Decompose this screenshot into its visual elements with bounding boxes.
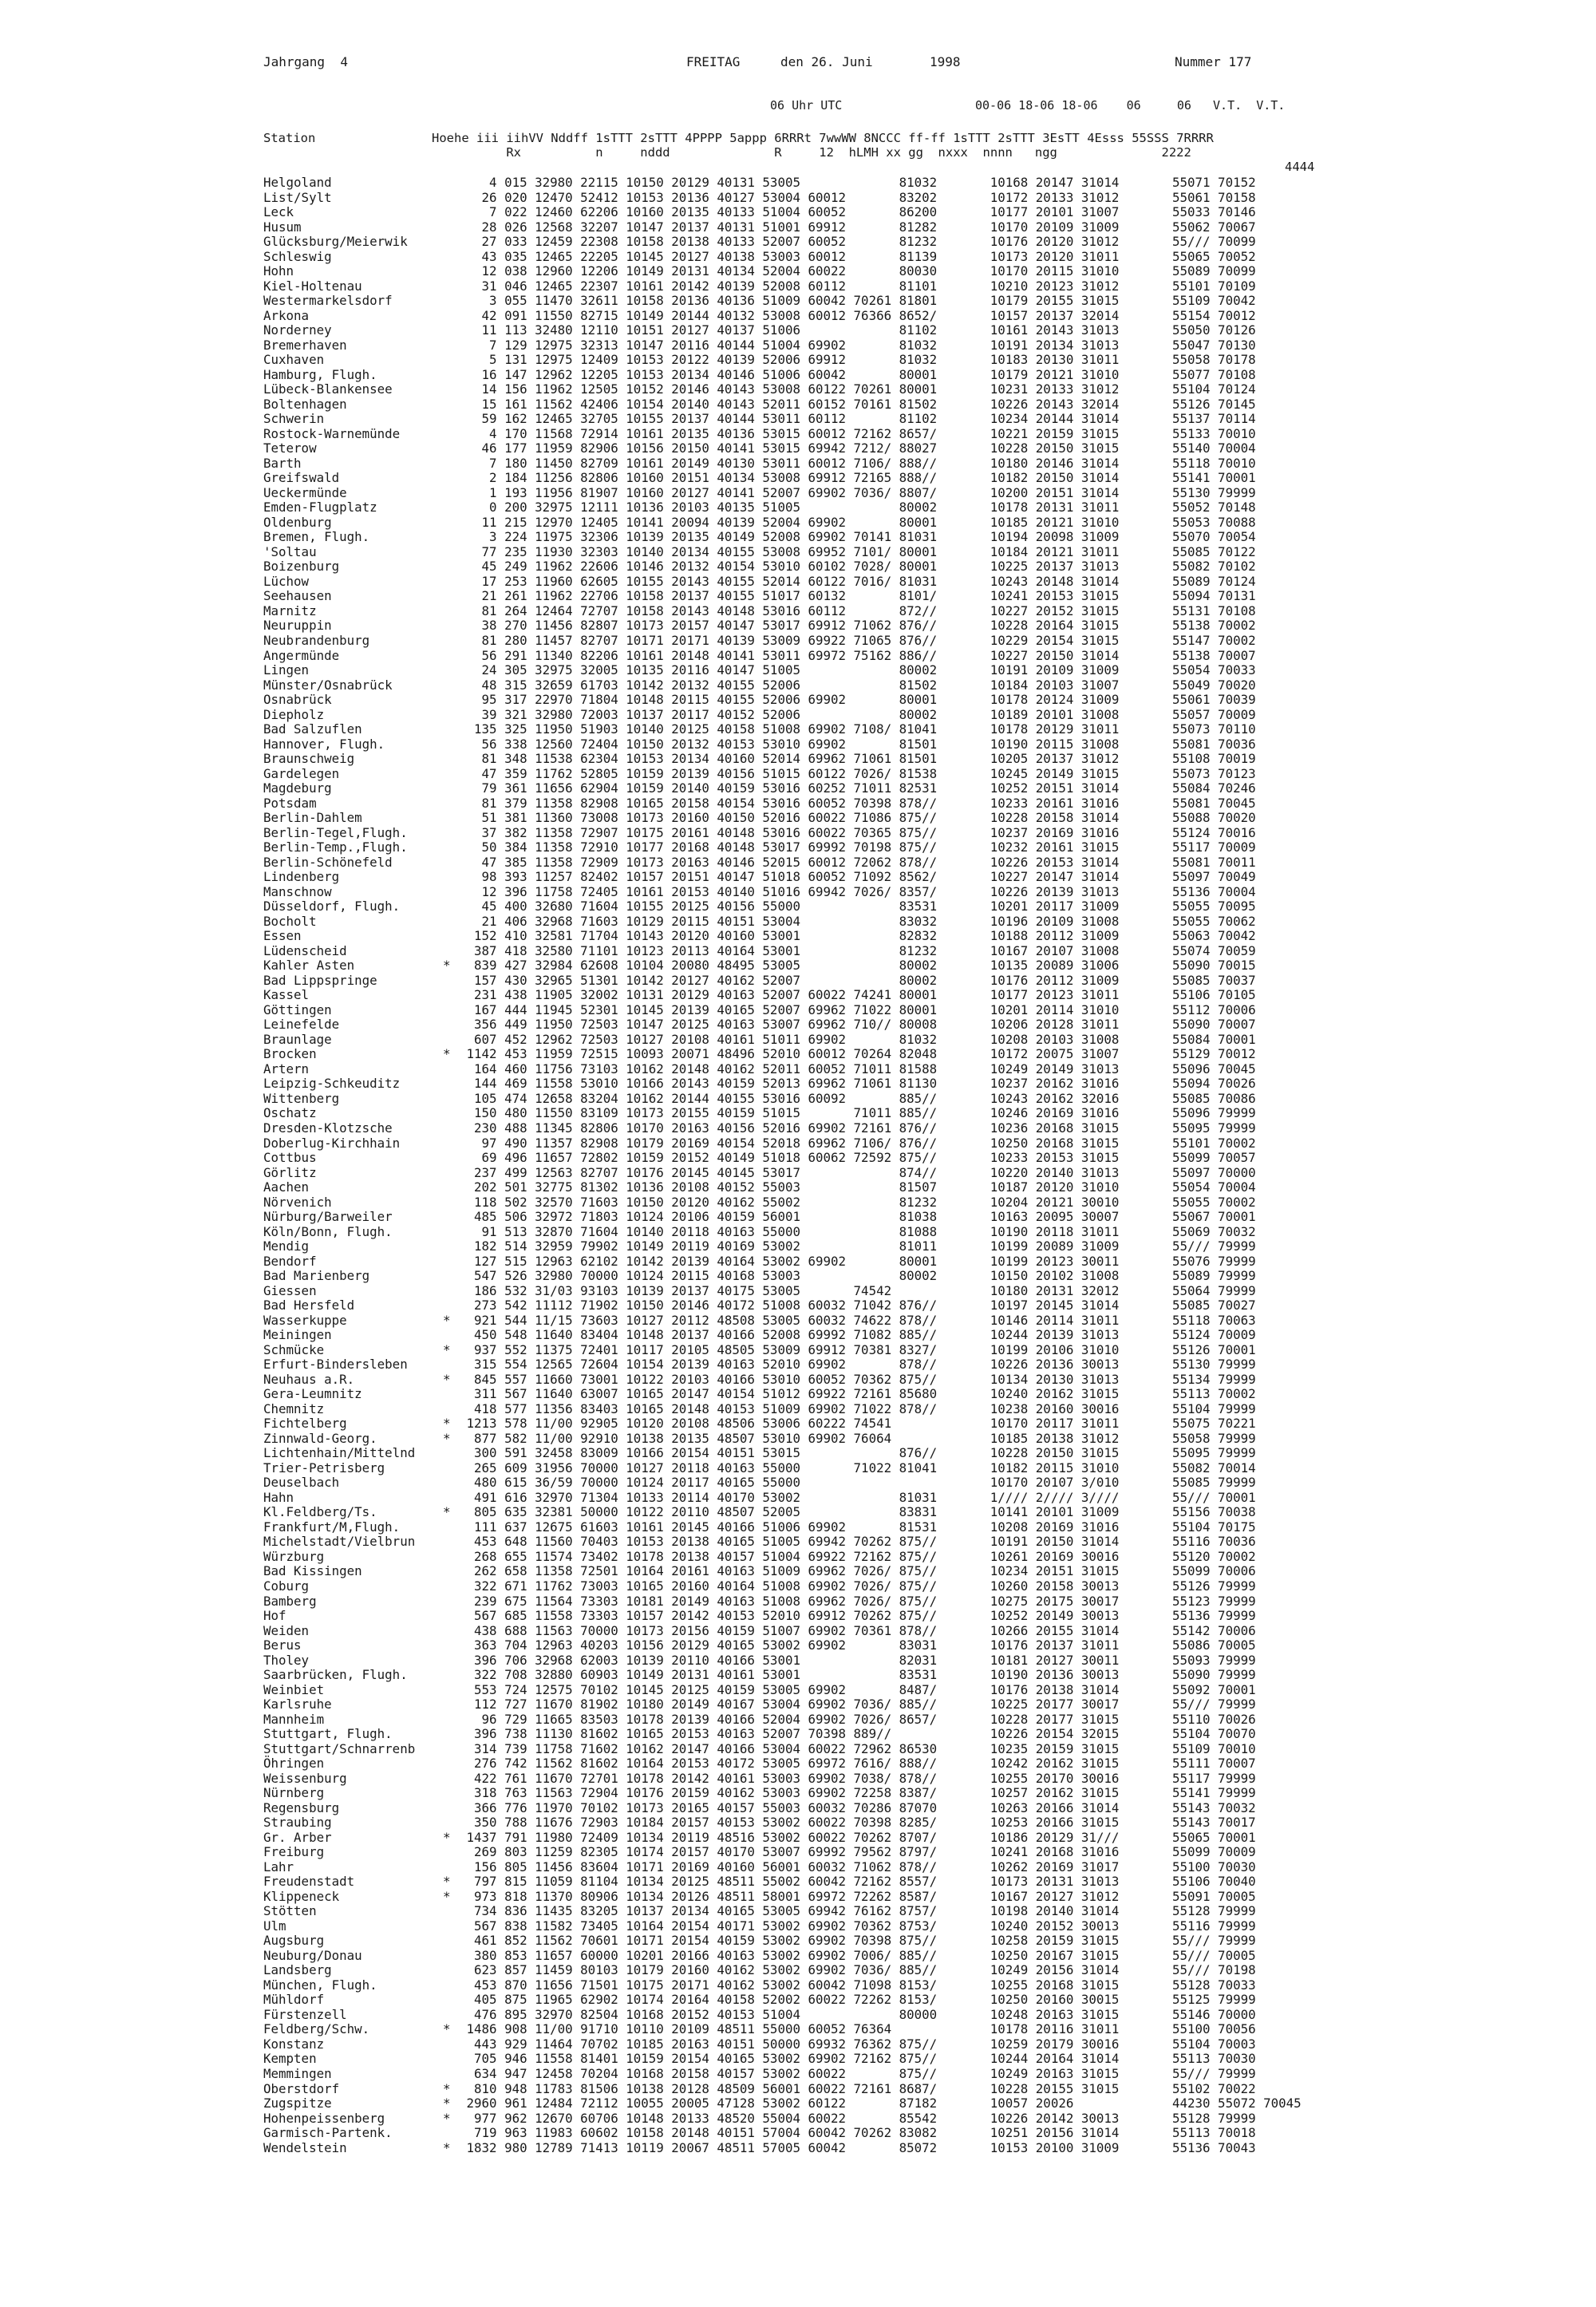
station-name: Freiburg <box>263 1844 325 1860</box>
station-codes: 921 544 11/15 73603 10127 20112 48508 53005 60032 74622 878// 10146 20114 31011 55118 70063 <box>459 1312 1256 1328</box>
station-codes: 118 502 32570 71603 10150 20120 40162 55002 81232 10204 20121 30010 55055 70002 <box>459 1194 1256 1210</box>
station-codes: 152 410 32581 71704 10143 20120 40160 53001 82832 10188 20112 31009 55063 70042 <box>459 928 1256 944</box>
station-codes: 461 852 11562 70601 10171 20154 40159 53002 69902 70398 875// 10258 20159 31015 55/// 79999 <box>459 1933 1256 1949</box>
mountain-station-marker: * <box>443 1341 451 1357</box>
station-codes: 81 348 11538 62304 10153 20134 40160 52014 69962 71061 81501 10205 20137 31012 55108 70019 <box>459 751 1256 767</box>
station-name: Stuttgart, Flugh. <box>263 1726 393 1742</box>
station-name: Ulm <box>263 1918 286 1934</box>
issue-number: Nummer 177 <box>1175 54 1252 69</box>
mountain-station-marker: * <box>443 2080 451 2096</box>
station-name: Gera-Leumnitz <box>263 1386 362 1402</box>
observation-time-label: 06 Uhr UTC <box>770 98 843 113</box>
station-codes: 547 526 32980 70000 10124 20115 40168 53003 80002 10150 20102 31008 55089 79999 <box>459 1268 1256 1284</box>
station-name: Lahr <box>263 1859 294 1874</box>
station-name: Berlin-Tegel,Flugh. <box>263 824 408 840</box>
station-name: Bremen, Flugh. <box>263 529 370 545</box>
station-codes: 322 708 32880 60903 10149 20131 40161 53001 83531 10190 20136 30013 55090 79999 <box>459 1667 1256 1683</box>
station-name: Berlin-Schönefeld <box>263 854 393 870</box>
station-name: Berlin-Temp.,Flugh. <box>263 839 408 855</box>
station-name: Boltenhagen <box>263 396 347 412</box>
station-name: Husum <box>263 219 302 235</box>
station-codes: 973 818 11370 80906 10134 20126 48511 58001 69972 72262 8587/ 10167 20127 31012 55091 70005 <box>459 1888 1256 1904</box>
station-codes: 230 488 11345 82806 10170 20163 40156 52016 69902 72161 876// 10236 20168 31015 55095 79999 <box>459 1120 1256 1136</box>
station-name: Görlitz <box>263 1164 317 1180</box>
station-name: Rostock-Warnemünde <box>263 425 401 441</box>
station-codes: 91 513 32870 71604 10140 20118 40163 55000 81088 10190 20118 31011 55069 70032 <box>459 1223 1256 1239</box>
station-codes: 396 738 11130 81602 10165 20153 40163 52007 70398 889// 10226 20154 32015 55104 70070 <box>459 1726 1256 1742</box>
station-name: Mendig <box>263 1238 310 1254</box>
station-codes: 45 249 11962 22606 10146 20132 40154 53010 60102 7028/ 80001 10225 20137 31013 55082 70102 <box>459 559 1256 575</box>
station-codes: 839 427 32984 62608 10104 20080 48495 53005 80002 10135 20089 31006 55090 70015 <box>459 958 1256 974</box>
station-codes: 314 739 11758 71602 10162 20147 40166 53004 60022 72962 86530 10235 20159 31015 55109 70010 <box>459 1740 1256 1756</box>
station-codes: 3 055 11470 32611 10158 20136 40136 51009 60042 70261 81801 10179 20155 31015 55109 70042 <box>459 293 1256 309</box>
station-name: Lingen <box>263 662 310 678</box>
station-name: Düsseldorf, Flugh. <box>263 899 401 915</box>
station-codes: 356 449 11950 72503 10147 20125 40163 53007 69962 710// 80008 10206 20128 31011 55090 70007 <box>459 1017 1256 1033</box>
station-codes: 28 026 12568 32207 10147 20137 40131 51001 69912 81282 10170 20109 31009 55062 70067 <box>459 219 1256 235</box>
station-name: Schmücke <box>263 1341 325 1357</box>
station-codes: 56 338 12560 72404 10150 20132 40153 53010 69902 81501 10190 20115 31008 55081 70036 <box>459 736 1256 752</box>
station-name: Neuburg/Donau <box>263 1947 362 1963</box>
station-name: Potsdam <box>263 795 317 811</box>
station-codes: 14 156 11962 12505 10152 20146 40143 53008 60122 70261 80001 10231 20133 31012 55104 70124 <box>459 381 1256 397</box>
station-codes: 485 506 32972 71803 10124 20106 40159 56001 81038 10163 20095 30007 55067 70001 <box>459 1209 1256 1225</box>
station-codes: 318 763 11563 72904 10176 20159 40162 53003 69902 72258 8387/ 10257 20162 31015 55141 79999 <box>459 1785 1256 1801</box>
station-name: Münster/Osnabrück <box>263 677 393 693</box>
mountain-station-marker: * <box>443 1888 451 1904</box>
station-codes: 15 161 11562 42406 10154 20140 40143 52011 60152 70161 81502 10226 20143 32014 55126 70145 <box>459 396 1256 412</box>
station-name: Oberstdorf <box>263 2080 340 2096</box>
station-codes: 81 264 12464 72707 10158 20143 40148 53016 60112 872// 10227 20152 31015 55131 70108 <box>459 602 1256 618</box>
station-codes: 98 393 11257 82402 10157 20151 40147 51018 60052 71092 8562/ 10227 20147 31014 55097 70049 <box>459 869 1256 885</box>
station-codes: 797 815 11059 81104 10134 20125 48511 55002 60042 72162 8557/ 10173 20131 31013 55106 70040 <box>459 1874 1256 1890</box>
station-name: Feldberg/Schw. <box>263 2021 370 2037</box>
station-codes: 164 460 11756 73103 10162 20148 40162 52011 60052 71011 81588 10249 20149 31013 55096 70045 <box>459 1061 1256 1076</box>
station-codes: 315 554 12565 72604 10154 20139 40163 52010 69902 878// 10226 20136 30013 55130 79999 <box>459 1357 1256 1373</box>
station-name: Zugspitze <box>263 2096 332 2111</box>
station-codes: 95 317 22970 71804 10148 20115 40155 52006 69902 80001 10178 20124 31009 55061 70039 <box>459 692 1256 708</box>
station-name: Kl.Feldberg/Ts. <box>263 1504 377 1520</box>
mountain-station-marker: * <box>443 1312 451 1328</box>
station-name: Fürstenzell <box>263 2006 347 2022</box>
station-name: Straubing <box>263 1815 332 1831</box>
mountain-station-marker: * <box>443 2021 451 2037</box>
station-codes: 79 361 11656 62904 10159 20140 40159 53016 60252 71011 82531 10252 20151 31014 55084 70246 <box>459 780 1256 796</box>
station-codes: 186 532 31/03 93103 10139 20137 40175 53005 74542 10180 20131 32012 55064 79999 <box>459 1282 1256 1298</box>
station-name: Bad Kissingen <box>263 1563 362 1579</box>
station-codes: 239 675 11564 73303 10181 20149 40163 51008 69962 7026/ 875// 10275 20175 30017 55123 79999 <box>459 1593 1256 1609</box>
station-codes: 553 724 12575 70102 10145 20125 40159 53005 69902 8487/ 10176 20138 31014 55092 70001 <box>459 1681 1256 1697</box>
station-codes: 634 947 12458 70204 10168 20158 40157 53002 60022 875// 10249 20163 31015 55/// 79999 <box>459 2066 1256 2081</box>
station-name: Karlsruhe <box>263 1697 332 1712</box>
station-name: Hamburg, Flugh. <box>263 366 377 382</box>
station-name: Kempten <box>263 2051 317 2067</box>
station-name: Lüchow <box>263 573 310 589</box>
station-codes: 380 853 11657 60000 10201 20166 40163 53002 69902 7006/ 885// 10250 20167 31015 55/// 70005 <box>459 1947 1256 1963</box>
station-codes: 7 129 12975 32313 10147 20116 40144 51004 69902 81032 10191 20134 31013 55047 70130 <box>459 337 1256 353</box>
station-codes: 5 131 12975 12409 10153 20122 40139 52006 69912 81032 10183 20130 31011 55058 70178 <box>459 352 1256 368</box>
station-name: Barth <box>263 455 302 471</box>
station-name: Meiningen <box>263 1327 332 1343</box>
station-codes: 144 469 11558 53010 10166 20143 40159 52013 69962 71061 81130 10237 20162 31016 55094 70026 <box>459 1076 1256 1092</box>
station-name: Bad Hersfeld <box>263 1298 355 1313</box>
station-codes: 157 430 32965 51301 10142 20127 40162 52007 80002 10176 20112 31009 55085 70037 <box>459 972 1256 988</box>
station-codes: 11 215 12970 12405 10141 20094 40139 52004 69902 80001 10185 20121 31010 55053 70088 <box>459 514 1256 530</box>
station-codes: 45 400 32680 71604 10155 20125 40156 55000 83531 10201 20117 31009 55055 70095 <box>459 899 1256 915</box>
station-name: Lindenberg <box>263 869 340 885</box>
station-codes: 135 325 11950 51903 10140 20125 40158 51008 69902 7108/ 81041 10178 20129 31011 55073 70110 <box>459 721 1256 737</box>
station-name: Marnitz <box>263 602 317 618</box>
station-name: Erfurt-Bindersleben <box>263 1357 408 1373</box>
station-name: Arkona <box>263 307 310 323</box>
station-name: Würzburg <box>263 1548 325 1564</box>
station-codes: 387 418 32580 71101 10123 20113 40164 53001 81232 10167 20107 31008 55074 70059 <box>459 942 1256 958</box>
station-codes: 50 384 11358 72910 10177 20168 40148 53017 69992 70198 875// 10232 20161 31015 55117 70009 <box>459 839 1256 855</box>
station-codes: 845 557 11660 73001 10122 20103 40166 53010 60052 70362 875// 10134 20130 31013 55134 79999 <box>459 1371 1256 1387</box>
station-codes: 1832 980 12789 71413 10119 20067 48511 57005 60042 85072 10153 20100 31009 55136 70043 <box>459 2139 1256 2155</box>
station-name: Bad Marienberg <box>263 1268 370 1284</box>
station-name: Berlin-Dahlem <box>263 810 362 826</box>
station-name: Oschatz <box>263 1105 317 1121</box>
station-codes: 24 305 32975 32005 10135 20116 40147 51005 80002 10191 20109 31009 55054 70033 <box>459 662 1256 678</box>
station-name: Zinnwald-Georg. <box>263 1430 377 1446</box>
station-codes: 237 499 12563 82707 10176 20145 40145 53017 874// 10220 20140 31013 55097 70000 <box>459 1164 1256 1180</box>
station-codes: 96 729 11665 83503 10178 20139 40166 52004 69902 7026/ 8657/ 10228 20177 31015 55110 70026 <box>459 1711 1256 1727</box>
mountain-station-marker: * <box>443 958 451 974</box>
station-name: Magdeburg <box>263 780 332 796</box>
station-name: Mannheim <box>263 1711 325 1727</box>
station-codes: 453 870 11656 71501 10175 20171 40162 53002 60042 71098 8153/ 10255 20168 31015 55128 70033 <box>459 1977 1256 1993</box>
station-name: Neuhaus a.R. <box>263 1371 355 1387</box>
station-name: Öhringen <box>263 1756 325 1772</box>
station-codes: 0 200 32975 12111 10136 20103 40135 51005 80002 10178 20131 31011 55052 70148 <box>459 500 1256 516</box>
station-codes: 1213 578 11/00 92905 10120 20108 48506 53006 60222 74541 10170 20117 31011 55075 70221 <box>459 1416 1256 1432</box>
station-codes: 97 490 11357 82908 10179 20169 40154 52018 69962 7106/ 876// 10250 20168 31015 55101 70002 <box>459 1135 1256 1151</box>
code-column-headers: Hoehe iii iihVV Nddff 1sTTT 2sTTT 4PPPP 5appp 6RRRt 7wwWW 8NCCC ff-ff 1sTTT 2sTTT 3EsTT 4Esss 55SSS 7RRRR <box>432 131 1214 145</box>
station-name: Seehausen <box>263 588 332 604</box>
station-codes: 231 438 11905 32002 10131 20129 40163 52007 60022 74241 80001 10177 20123 31011 55106 70105 <box>459 987 1256 1003</box>
station-codes: 705 946 11558 81401 10159 20154 40165 53002 69902 72162 875// 10244 20164 31014 55113 70030 <box>459 2051 1256 2067</box>
station-name: Bad Lippspringe <box>263 972 377 988</box>
station-codes: 81 280 11457 82707 10171 20171 40139 53009 69922 71065 876// 10229 20154 31015 55147 70002 <box>459 632 1256 648</box>
station-name: Gardelegen <box>263 765 340 781</box>
station-name: Weiden <box>263 1622 310 1638</box>
station-codes: 265 609 31956 70000 10127 20118 40163 55000 71022 81041 10182 20115 31010 55082 70014 <box>459 1460 1256 1475</box>
station-name: Wittenberg <box>263 1090 340 1106</box>
station-codes: 150 480 11550 83109 10173 20155 40159 51015 71011 885// 10246 20169 31016 55096 79999 <box>459 1105 1256 1121</box>
station-codes: 27 033 12459 22308 10158 20138 40133 52007 60052 81232 10176 20120 31012 55/// 70099 <box>459 234 1256 250</box>
station-codes: 269 803 11259 82305 10174 20157 40170 53007 69992 79562 8797/ 10241 20168 31016 55099 70009 <box>459 1844 1256 1860</box>
station-name: Kahler Asten <box>263 958 355 974</box>
year-label: 1998 <box>930 54 961 69</box>
station-codes: 937 552 11375 72401 10117 20105 48505 53009 69912 70381 8327/ 10199 20106 31010 55126 70001 <box>459 1341 1256 1357</box>
station-name: Bad Salzuflen <box>263 721 362 737</box>
station-name: Norderney <box>263 322 332 338</box>
station-name: Artern <box>263 1061 310 1076</box>
station-name: Nörvenich <box>263 1194 332 1210</box>
mountain-station-marker: * <box>443 1046 451 1062</box>
station-name: Bocholt <box>263 913 317 929</box>
station-codes: 363 704 12963 40203 10156 20129 40165 53002 69902 83031 10176 20137 31011 55086 70005 <box>459 1637 1256 1653</box>
station-codes: 17 253 11960 62605 10155 20143 40155 52014 60122 7016/ 81031 10243 20148 31014 55089 70124 <box>459 573 1256 589</box>
station-name: Cuxhaven <box>263 352 325 368</box>
station-name: Lüdenscheid <box>263 942 347 958</box>
station-codes: 422 761 11670 72701 10178 20142 40161 53003 69902 7038/ 878// 10255 20170 30016 55117 79999 <box>459 1770 1256 1786</box>
station-name: Westermarkelsdorf <box>263 293 393 309</box>
station-name: 'Soltau <box>263 543 317 559</box>
station-codes: 7 022 12460 62206 10160 20135 40133 51004 60052 86200 10177 20101 31007 55033 70146 <box>459 204 1256 220</box>
station-name: Braunlage <box>263 1031 332 1047</box>
station-codes: 276 742 11562 81602 10164 20153 40172 53005 69972 7616/ 888// 10242 20162 31015 55111 70007 <box>459 1756 1256 1772</box>
mountain-station-marker: * <box>443 1371 451 1387</box>
station-codes: 810 948 11783 81506 10138 20128 48509 56001 60022 72161 8687/ 10228 20155 31015 55102 70022 <box>459 2080 1256 2096</box>
station-name: Berus <box>263 1637 302 1653</box>
station-name: Deuselbach <box>263 1475 340 1491</box>
station-name: Leipzig-Schkeuditz <box>263 1076 401 1092</box>
station-codes: 51 381 11360 73008 10173 20160 40150 52016 60022 71086 875// 10228 20158 31014 55088 70020 <box>459 810 1256 826</box>
station-codes: 21 261 11962 22706 10158 20137 40155 51017 60132 8101/ 10241 20153 31015 55094 70131 <box>459 588 1256 604</box>
station-codes: 607 452 12962 72503 10127 20108 40161 51011 69902 81032 10208 20103 31008 55084 70001 <box>459 1031 1256 1047</box>
station-name: Mühldorf <box>263 1992 325 2008</box>
station-name: Fichtelberg <box>263 1416 347 1432</box>
station-name: Stuttgart/Schnarrenb <box>263 1740 416 1756</box>
station-codes: 47 359 11762 52805 10159 20139 40156 51015 60122 7026/ 81538 10245 20149 31015 55073 70123 <box>459 765 1256 781</box>
station-codes: 567 838 11582 73405 10164 20154 40171 53002 69902 70362 8753/ 10240 20152 30013 55116 79999 <box>459 1918 1256 1934</box>
station-codes: 977 962 12670 60706 10148 20133 48520 55004 60022 85542 10226 20142 30013 55128 79999 <box>459 2110 1256 2126</box>
station-name: Hof <box>263 1608 286 1624</box>
station-name: Doberlug-Kirchhain <box>263 1135 401 1151</box>
station-name: Schleswig <box>263 248 332 264</box>
station-name: Garmisch-Partenk. <box>263 2125 393 2141</box>
station-codes: 450 548 11640 83404 10148 20137 40166 52008 69992 71082 885// 10244 20139 31013 55124 70009 <box>459 1327 1256 1343</box>
station-name: Frankfurt/M,Flugh. <box>263 1519 401 1535</box>
station-name: Teterow <box>263 440 317 456</box>
station-codes: 2 184 11256 82806 10160 20151 40134 53008 69912 72165 888// 10182 20150 31014 55141 70001 <box>459 470 1256 486</box>
station-name: Göttingen <box>263 1001 332 1017</box>
station-codes: 2960 961 12484 72112 10055 20005 47128 53002 60122 87182 10057 20026 44230 55072 70045 <box>459 2096 1302 2111</box>
station-name: München, Flugh. <box>263 1977 377 1993</box>
station-codes: 12 396 11758 72405 10161 20153 40140 51016 69942 7026/ 8357/ 10226 20139 31013 55136 70004 <box>459 883 1256 899</box>
station-codes: 350 788 11676 72903 10184 20157 40153 53002 60022 70398 8285/ 10253 20166 31015 55143 70017 <box>459 1815 1256 1831</box>
station-codes: 366 776 11970 70102 10173 20165 40157 55003 60032 70286 87070 10263 20166 31014 55143 70032 <box>459 1799 1256 1815</box>
mountain-station-marker: * <box>443 2139 451 2155</box>
station-codes: 46 177 11959 82906 10156 20150 40141 53015 69942 7212/ 88027 10228 20150 31015 55140 70004 <box>459 440 1256 456</box>
station-name: Helgoland <box>263 175 332 190</box>
station-name: Augsburg <box>263 1933 325 1949</box>
station-codes: 453 648 11560 70403 10153 20138 40165 51005 69942 70262 875// 10191 20150 31014 55116 70036 <box>459 1534 1256 1550</box>
station-name: Weissenburg <box>263 1770 347 1786</box>
station-codes: 805 635 32381 50000 10122 20110 48507 52005 83831 10141 20101 31009 55156 70038 <box>459 1504 1256 1520</box>
station-name: Chemnitz <box>263 1400 325 1416</box>
station-codes: 322 671 11762 73003 10165 20160 40164 51008 69902 7026/ 875// 10260 20158 30013 55126 79999 <box>459 1578 1256 1594</box>
station-name: Essen <box>263 928 302 944</box>
station-codes: 567 685 11558 73303 10157 20142 40153 52010 69912 70262 875// 10252 20149 30013 55136 79999 <box>459 1608 1256 1624</box>
code-column-subheaders: Rx n nddd R 12 hLMH xx gg nxxx nnnn ngg 2222 <box>432 145 1191 160</box>
station-name: Stötten <box>263 1903 317 1919</box>
station-name: Köln/Bonn, Flugh. <box>263 1223 393 1239</box>
station-name: Wendelstein <box>263 2139 347 2155</box>
station-codes: 47 385 11358 72909 10173 20163 40146 52015 60012 72062 878// 10226 20153 31014 55081 70011 <box>459 854 1256 870</box>
station-codes: 105 474 12658 83204 10162 20144 40155 53016 60092 885// 10243 20162 32016 55085 70086 <box>459 1090 1256 1106</box>
station-codes: 719 963 11983 60602 10158 20148 40151 57004 60042 70262 83082 10251 20156 31014 55113 70018 <box>459 2125 1256 2141</box>
station-name: Glücksburg/Meierwik <box>263 234 408 250</box>
station-codes: 7 180 11450 82709 10161 20149 40130 53011 60012 7106/ 888// 10180 20146 31014 55118 70010 <box>459 455 1256 471</box>
station-name: Coburg <box>263 1578 310 1594</box>
station-name: Kassel <box>263 987 310 1003</box>
station-codes: 623 857 11459 80103 10179 20160 40162 53002 69902 7036/ 885// 10249 20156 31014 55/// 70198 <box>459 1962 1256 1978</box>
station-codes: 476 895 32970 82504 10168 20152 40153 51004 80000 10248 20163 31015 55146 70000 <box>459 2006 1256 2022</box>
station-codes: 3 224 11975 32306 10139 20135 40149 52008 69902 70141 81031 10194 20098 31009 55070 70054 <box>459 529 1256 545</box>
station-codes: 268 655 11574 73402 10178 20138 40157 51004 69922 72162 875// 10261 20169 30016 55120 70002 <box>459 1548 1256 1564</box>
station-name: Bendorf <box>263 1253 317 1269</box>
station-name: Dresden-Klotzsche <box>263 1120 393 1136</box>
station-codes: 43 035 12465 22205 10145 20127 40138 53003 60012 81139 10173 20120 31011 55065 70052 <box>459 248 1256 264</box>
station-codes: 21 406 32968 71603 10129 20115 40151 53004 83032 10196 20109 31008 55055 70062 <box>459 913 1256 929</box>
station-codes: 182 514 32959 79902 10149 20119 40169 53002 81011 10199 20089 31009 55/// 79999 <box>459 1238 1256 1254</box>
date-label: den 26. Juni <box>780 54 873 69</box>
station-codes: 438 688 11563 70000 10173 20156 40159 51007 69902 70361 878// 10266 20155 31014 55142 70006 <box>459 1622 1256 1638</box>
station-codes: 396 706 32968 62003 10139 20110 40166 53001 82031 10181 20127 30011 55093 79999 <box>459 1652 1256 1668</box>
station-codes: 112 727 11670 81902 10180 20149 40167 53004 69902 7036/ 885// 10225 20177 30017 55/// 79999 <box>459 1697 1256 1712</box>
station-codes: 405 875 11965 62902 10174 20164 40158 52002 60022 72262 8153/ 10250 20160 30015 55125 79999 <box>459 1992 1256 2008</box>
station-name: List/Sylt <box>263 189 332 205</box>
station-codes: 300 591 32458 83009 10166 20154 40151 53015 876// 10228 20150 31015 55095 79999 <box>459 1445 1256 1461</box>
station-name: Aachen <box>263 1179 310 1195</box>
mountain-station-marker: * <box>443 1430 451 1446</box>
station-name: Greifswald <box>263 470 340 486</box>
station-name: Lichtenhain/Mittelnd <box>263 1445 416 1461</box>
mountain-station-marker: * <box>443 1829 451 1845</box>
weekday-label: FREITAG <box>686 54 741 69</box>
station-name: Tholey <box>263 1652 310 1668</box>
station-name: Schwerin <box>263 411 325 427</box>
station-name: Osnabrück <box>263 692 332 708</box>
mountain-station-marker: * <box>443 1504 451 1520</box>
station-codes: 42 091 11550 82715 10149 20144 40132 53008 60012 76366 8652/ 10157 20137 32014 55154 70012 <box>459 307 1256 323</box>
station-column-header: Station <box>263 131 316 145</box>
station-codes: 1437 791 11980 72409 10134 20119 48516 53002 60022 70262 8707/ 10186 20129 31/// 55065 70001 <box>459 1829 1256 1845</box>
station-name: Hahn <box>263 1489 294 1505</box>
station-codes: 12 038 12960 12206 10149 20131 40134 52004 60022 80030 10170 20115 31010 55089 70099 <box>459 263 1256 279</box>
station-codes: 37 382 11358 72907 10175 20161 40148 53016 60022 70365 875// 10237 20169 31016 55124 70016 <box>459 824 1256 840</box>
station-name: Freudenstadt <box>263 1874 355 1890</box>
station-name: Trier-Petrisberg <box>263 1460 385 1475</box>
station-name: Landsberg <box>263 1962 332 1978</box>
station-codes: 273 542 11112 71902 10150 20146 40172 51008 60032 71042 876// 10197 20145 31014 55085 70027 <box>459 1298 1256 1313</box>
station-codes: 4 015 32980 22115 10150 20129 40131 53005 81032 10168 20147 31014 55071 70152 <box>459 175 1256 190</box>
station-codes: 31 046 12465 22307 10161 20142 40139 52008 60112 81101 10210 20123 31012 55101 70109 <box>459 278 1256 294</box>
station-name: Michelstadt/Vielbrun <box>263 1534 416 1550</box>
station-name: Hohenpeissenberg <box>263 2110 385 2126</box>
station-codes: 734 836 11435 83205 10137 20134 40165 53005 69942 76162 8757/ 10198 20140 31014 55128 79999 <box>459 1903 1256 1919</box>
station-codes: 11 113 32480 12110 10151 20127 40137 51006 81102 10161 20143 31013 55050 70126 <box>459 322 1256 338</box>
station-name: Konstanz <box>263 2036 325 2052</box>
station-codes: 1 193 11956 81907 10160 20127 40141 52007 69902 7036/ 8807/ 10200 20151 31014 55130 79999 <box>459 484 1256 500</box>
station-name: Hohn <box>263 263 294 279</box>
station-codes: 877 582 11/00 92910 10138 20135 48507 53010 69902 76064 10185 20138 31012 55058 79999 <box>459 1430 1256 1446</box>
station-codes: 16 147 12962 12205 10153 20134 40146 51006 60042 80001 10179 20121 31010 55077 70108 <box>459 366 1256 382</box>
station-name: Brocken <box>263 1046 317 1062</box>
station-codes: 202 501 32775 81302 10136 20108 40152 55003 81507 10187 20120 31010 55054 70004 <box>459 1179 1256 1195</box>
mountain-station-marker: * <box>443 1874 451 1890</box>
period-labels: 00-06 18-06 18-06 06 06 V.T. V.T. <box>975 98 1286 113</box>
station-name: Manschnow <box>263 883 332 899</box>
station-codes: 56 291 11340 82206 10161 20148 40141 53011 69972 75162 886// 10227 20150 31014 55138 70007 <box>459 647 1256 663</box>
station-codes: 443 929 11464 70702 10185 20163 40151 50000 69932 76362 875// 10259 20179 30016 55104 70003 <box>459 2036 1256 2052</box>
station-name: Memmingen <box>263 2066 332 2081</box>
station-name: Gr. Arber <box>263 1829 332 1845</box>
station-codes: 1142 453 11959 72515 10093 20071 48496 52010 60012 70264 82048 10172 20075 31007 55129 70012 <box>459 1046 1256 1062</box>
station-name: Hannover, Flugh. <box>263 736 385 752</box>
station-name: Cottbus <box>263 1150 317 1166</box>
station-codes: 38 270 11456 82807 10173 20157 40147 53017 69912 71062 876// 10228 20164 31015 55138 70002 <box>459 618 1256 634</box>
station-name: Regensburg <box>263 1799 340 1815</box>
station-name: Diepholz <box>263 706 325 722</box>
station-codes: 39 321 32980 72003 10137 20117 40152 52006 80002 10189 20101 31008 55057 70009 <box>459 706 1256 722</box>
station-codes: 418 577 11356 83403 10165 20148 40153 51009 69902 71022 878// 10238 20160 30016 55104 79999 <box>459 1400 1256 1416</box>
station-codes: 127 515 12963 62102 10142 20139 40164 53002 69902 80001 10199 20123 30011 55076 79999 <box>459 1253 1256 1269</box>
station-codes: 26 020 12470 52412 10153 20136 40127 53004 60012 83202 10172 20133 31012 55061 70158 <box>459 189 1256 205</box>
station-name: Nürburg/Barweiler <box>263 1209 393 1225</box>
station-name: Neuruppin <box>263 618 332 634</box>
station-codes: 156 805 11456 83604 10171 20169 40160 56001 60032 71062 878// 10262 20169 31017 55100 70030 <box>459 1859 1256 1874</box>
jahrgang-label: Jahrgang 4 <box>263 54 348 69</box>
station-name: Saarbrücken, Flugh. <box>263 1667 408 1683</box>
station-codes: 1486 908 11/00 91710 10110 20109 48511 55000 60052 76364 10178 20116 31011 55100 70056 <box>459 2021 1256 2037</box>
station-codes: 167 444 11945 52301 10145 20139 40165 52007 69962 71022 80001 10201 20114 31010 55112 70006 <box>459 1001 1256 1017</box>
station-name: Leck <box>263 204 294 220</box>
station-codes: 59 162 12465 32705 10155 20137 40144 53011 60112 81102 10234 20144 31014 55137 70114 <box>459 411 1256 427</box>
station-name: Angermünde <box>263 647 340 663</box>
station-name: Bamberg <box>263 1593 317 1609</box>
station-name: Emden-Flugplatz <box>263 500 377 516</box>
station-codes: 77 235 11930 32303 10140 20134 40155 53008 69952 7101/ 80001 10184 20121 31011 55085 70122 <box>459 543 1256 559</box>
mountain-station-marker: * <box>443 2096 451 2111</box>
station-codes: 262 658 11358 72501 10164 20161 40163 51009 69962 7026/ 875// 10234 20151 31015 55099 70006 <box>459 1563 1256 1579</box>
station-codes: 48 315 32659 61703 10142 20132 40155 52006 81502 10184 20103 31007 55049 70020 <box>459 677 1256 693</box>
station-codes: 311 567 11640 63007 10165 20147 40154 51012 69922 72161 85680 10240 20162 31015 55113 70002 <box>459 1386 1256 1402</box>
station-codes: 480 615 36/59 70000 10124 20117 40165 55000 10170 20107 3/010 55085 79999 <box>459 1475 1256 1491</box>
station-name: Boizenburg <box>263 559 340 575</box>
station-name: Klippeneck <box>263 1888 340 1904</box>
station-name: Wasserkuppe <box>263 1312 347 1328</box>
station-name: Giessen <box>263 1282 317 1298</box>
station-name: Braunschweig <box>263 751 355 767</box>
station-name: Ueckermünde <box>263 484 347 500</box>
station-name: Oldenburg <box>263 514 332 530</box>
station-name: Nürnberg <box>263 1785 325 1801</box>
station-name: Bremerhaven <box>263 337 347 353</box>
station-name: Lübeck-Blankensee <box>263 381 393 397</box>
mountain-station-marker: * <box>443 2110 451 2126</box>
station-codes: 4 170 11568 72914 10161 20135 40136 53015 60012 72162 8657/ 10221 20159 31015 55133 70010 <box>459 425 1256 441</box>
station-codes: 491 616 32970 71304 10133 20114 40170 53002 81031 1//// 2//// 3//// 55/// 70001 <box>459 1489 1256 1505</box>
station-codes: 69 496 11657 72802 10159 20152 40149 51018 60062 72592 875// 10233 20153 31015 55099 70057 <box>459 1150 1256 1166</box>
station-codes: 111 637 12675 61603 10161 20145 40166 51006 69902 81531 10208 20169 31016 55104 70175 <box>459 1519 1256 1535</box>
mountain-station-marker: * <box>443 1416 451 1432</box>
station-name: Neubrandenburg <box>263 632 370 648</box>
station-codes: 81 379 11358 82908 10165 20158 40154 53016 60052 70398 878// 10233 20161 31016 55081 70045 <box>459 795 1256 811</box>
station-name: Weinbiet <box>263 1681 325 1697</box>
station-name: Kiel-Holtenau <box>263 278 362 294</box>
code-column-subheader-extra: 4444 <box>1285 160 1315 174</box>
station-name: Leinefelde <box>263 1017 340 1033</box>
